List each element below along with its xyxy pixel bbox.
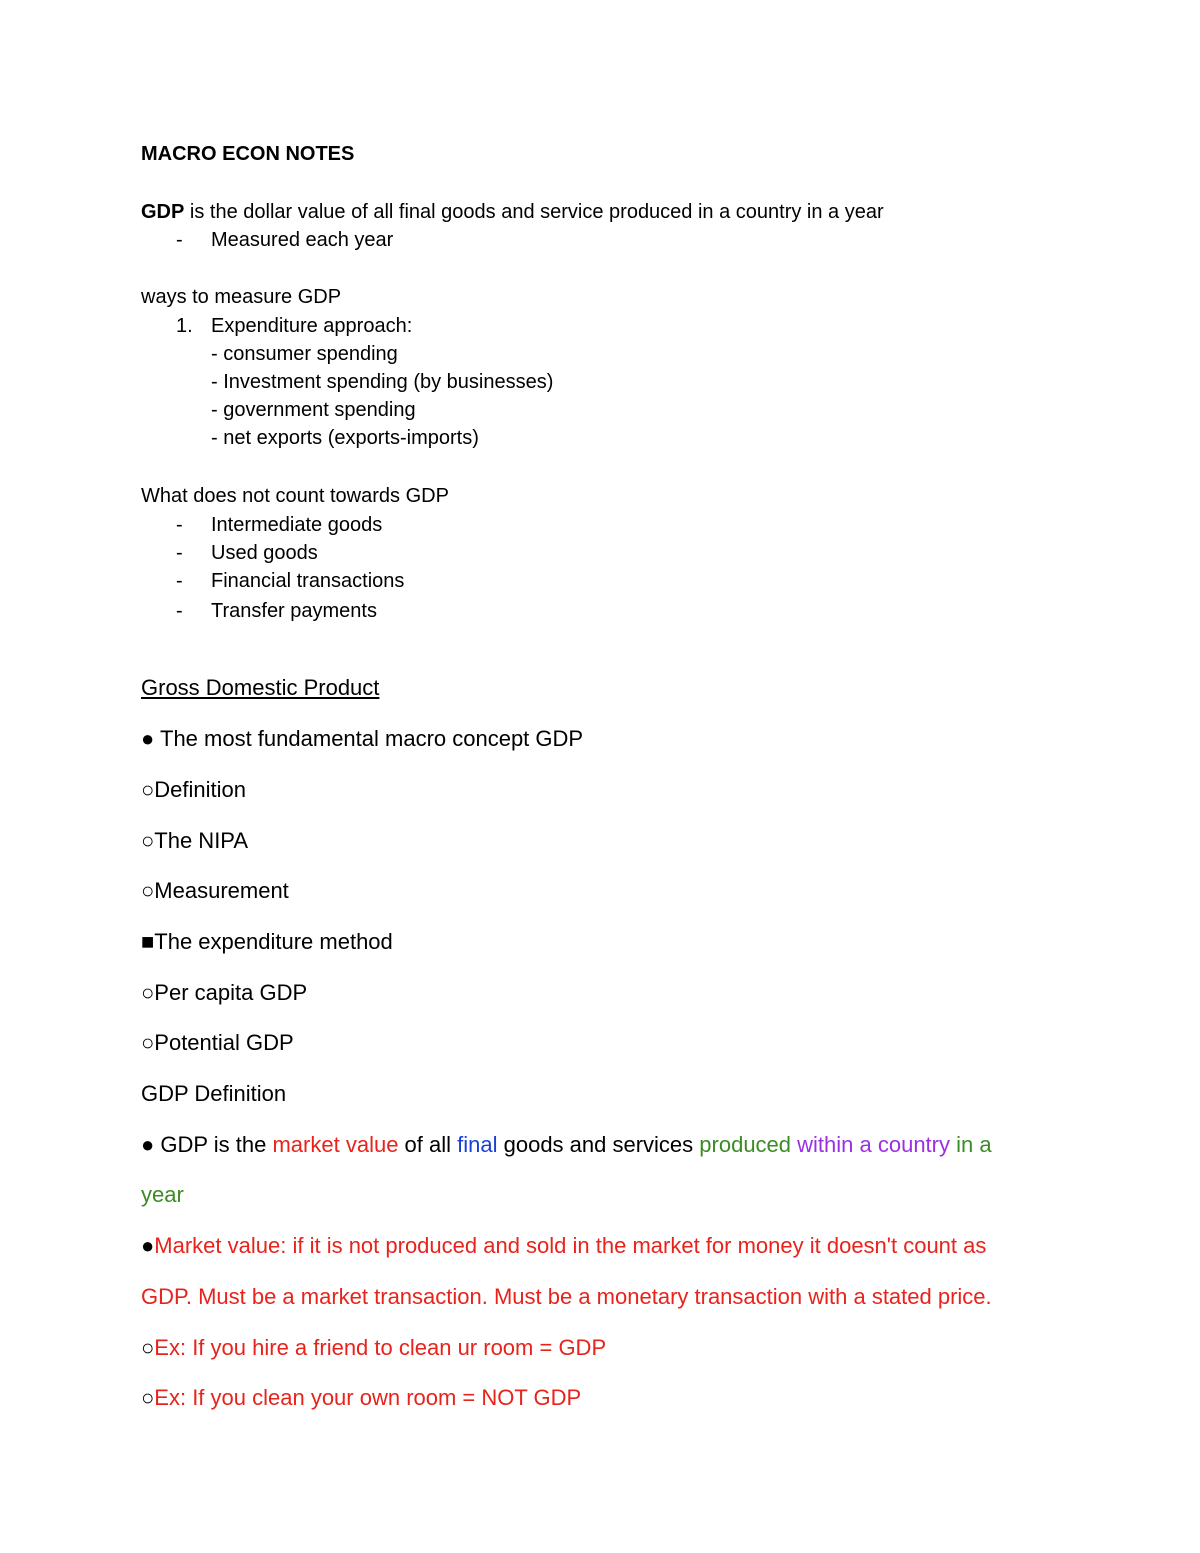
sub-list-item: - consumer spending bbox=[211, 343, 398, 365]
page-title: MACRO ECON NOTES bbox=[141, 143, 355, 165]
outline-item: ○Definition bbox=[141, 777, 247, 802]
list-item: Measured each year bbox=[211, 229, 394, 251]
dash-bullet: - bbox=[176, 600, 183, 622]
gdp-intro bbox=[141, 198, 884, 226]
list-item: Financial transactions bbox=[211, 570, 405, 592]
market-value-line bbox=[141, 1232, 986, 1260]
list-number: 1. bbox=[176, 315, 193, 337]
measure-heading: ways to measure GDP bbox=[141, 286, 342, 308]
list-item: Intermediate goods bbox=[211, 514, 383, 536]
not-count-heading: What does not count towards GDP bbox=[141, 485, 449, 507]
sub-list-item: - net exports (exports-imports) bbox=[211, 427, 479, 449]
within-country-phrase: within a country bbox=[791, 1132, 950, 1157]
sub-list-item: - Investment spending (by businesses) bbox=[211, 371, 554, 393]
market-value-text-cont: GDP. Must be a market transaction. Must be a monetary transaction with a stated price. bbox=[141, 1284, 992, 1309]
list-item: Transfer payments bbox=[211, 600, 377, 622]
outline-item: ○Measurement bbox=[141, 878, 289, 903]
dash-bullet: - bbox=[176, 542, 183, 564]
in-a-year-phrase: in a bbox=[950, 1132, 992, 1157]
example-line bbox=[141, 1334, 606, 1362]
outline-item: ○Potential GDP bbox=[141, 1030, 294, 1055]
bullet: ○ bbox=[141, 1385, 155, 1410]
definition-heading: GDP Definition bbox=[141, 1081, 287, 1106]
list-item: Used goods bbox=[211, 542, 318, 564]
example-line bbox=[141, 1384, 581, 1412]
dash-bullet: - bbox=[176, 514, 183, 536]
definition-text: goods and services bbox=[497, 1132, 700, 1157]
final-phrase: final bbox=[457, 1132, 498, 1157]
section-heading: Gross Domestic Product bbox=[141, 675, 380, 700]
outline-item: ○Per capita GDP bbox=[141, 980, 308, 1005]
outline-item: ○The NIPA bbox=[141, 828, 249, 853]
example-text: Ex: If you hire a friend to clean ur room = GDP bbox=[154, 1335, 607, 1360]
sub-list-item: - government spending bbox=[211, 399, 416, 421]
list-item: Expenditure approach: bbox=[211, 315, 413, 337]
market-value-text: Market value: if it is not produced and sold in the market for money it doesn't count as bbox=[154, 1233, 987, 1258]
dash-bullet: - bbox=[176, 570, 183, 592]
definition-text: of all bbox=[398, 1132, 458, 1157]
dash-bullet: - bbox=[176, 229, 183, 251]
definition-text: ● GDP is the bbox=[141, 1132, 273, 1157]
outline-item: ■The expenditure method bbox=[141, 929, 393, 954]
produced-phrase: produced bbox=[699, 1132, 792, 1157]
definition-line bbox=[141, 1131, 992, 1159]
bullet: ● bbox=[141, 1233, 155, 1258]
outline-item: ● The most fundamental macro concept GDP bbox=[141, 726, 584, 751]
gdp-intro-text: is the dollar value of all final goods and service produced in a country in a year bbox=[184, 201, 884, 223]
in-a-year-phrase-cont: year bbox=[141, 1182, 184, 1207]
market-value-phrase: market value bbox=[272, 1132, 399, 1157]
example-text: Ex: If you clean your own room = NOT GDP bbox=[154, 1385, 582, 1410]
bullet: ○ bbox=[141, 1335, 155, 1360]
gdp-term: GDP bbox=[141, 201, 185, 223]
